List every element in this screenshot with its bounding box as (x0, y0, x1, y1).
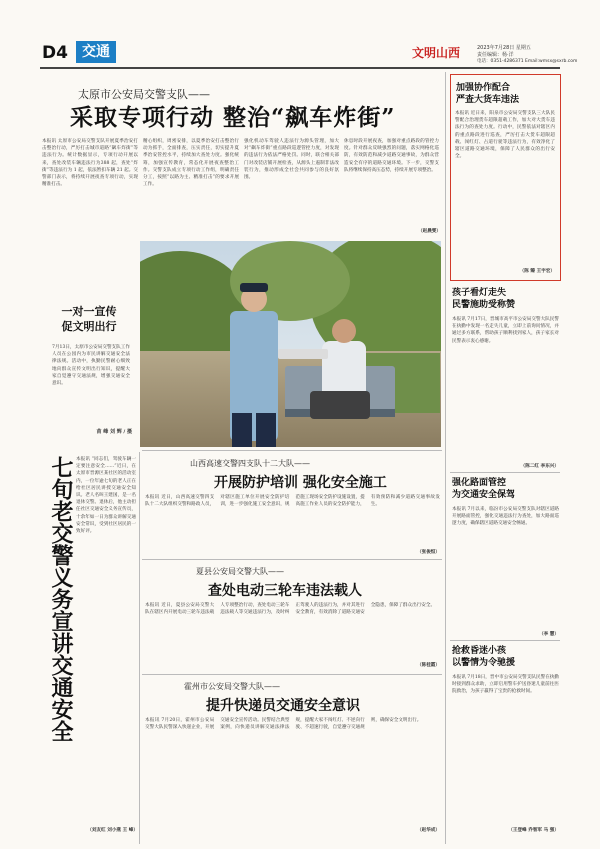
mid1-byline: （张俊恒） (417, 550, 440, 555)
lead-title: 采取专项行动 整治“飙车炸街” (70, 104, 396, 131)
vertical-title: 七旬老交警义务宣讲交通安全 (48, 456, 74, 742)
right1-body: 本报讯 近日来，阳泉市公安局交警支队三大队民警配合治理货车超限超载工作，加大对大货车违法行为的查处力度。行动中，民警依法对辖区内的重点路段进行巡查，严厉打击大货车超限超载、闯红灯、占道行驶等违法行为，有效净化了辖区道路交通环境，保障了人民群众的出行安全。 (455, 111, 555, 160)
phone-line: 电话：0351-4286371 Email:wmsx@sxrb.com (477, 59, 578, 64)
photo-illustration (140, 241, 441, 447)
date-line: 2023年7月28日 星期五 (477, 45, 531, 51)
right4-byline: （王登峰 乔智军 马 强） (508, 828, 559, 833)
mid2-title: 查处电动三轮车违法载人 (208, 583, 362, 599)
mid1-title: 开展防护培训 强化安全施工 (214, 475, 387, 491)
section-badge: 交通 (76, 41, 116, 63)
right3-body: 本报讯 7月以来，临汾市公安局交警支队对辖区道路开展路面管控，强化交通违法行为查处，加大路面巡逻力度，确保辖区道路交通安全畅通。 (452, 507, 559, 527)
lead-col-3: 强化机动车驾驶人违法行为源头管理，加大对“飙车炸街”重点路段巡逻管控力度，对发现的违法行为依法严格处罚。同时，联合相关部门对改装店铺开展检查，从源头上遏制非法改装行为，推动形成全社会共同参与的良好氛围。 (244, 139, 339, 181)
vertical-body: 本报讯 “同志们，驾驶车辆一定要注意安全……”近日，在太原市晋源区某社区的活动室内，一位年逾七旬的老人正在给社区居民讲授交通安全知识。老人名叫王建国，是一名退休交警。退休后，他主动担任社区交通安全义务宣传员，十余年如一日为群众讲解交通安全常识，受到社区居民的一致好评。 (76, 457, 136, 535)
right1-byline: （陈 臻 王宇宏） (519, 269, 555, 274)
lead-col-2: 精心组织，周密安排，以夏季治安打击整治行动为抓手，全面排查，压实责任，切实提升夏季治安管控水平，持续加大查处力度。强化统筹，加强宣传教育，常态化开展夜查整治工作。交警支队成立专项行动工作组，明确责任分工，按照“以路为主、精准打击”的要求开展工作。 (143, 139, 239, 188)
right2-byline: （陈二红 李东兴） (520, 464, 559, 469)
mid2-byline: （陈桂霞） (417, 663, 440, 668)
mid3-body: 本报讯 7月20日，霍州市公安局交警大队民警深入快递企业，开展交通安全宣传活动。民警结合典型案例，向快递员讲解交通法律法规，提醒大家不闯红灯、不逆向行驶、不超速行驶，自觉遵守交通规则，确保安全文明出行。 (145, 718, 422, 731)
photo-caption-title: 一对一宣传 促文明出行 (61, 305, 117, 333)
photo-caption-box (42, 240, 136, 446)
right3-title: 强化路面管控 为交通安全保驾 (452, 478, 516, 500)
right-column-divider (445, 72, 446, 844)
photo-caption-body: 7月13日，太原市公安局交警支队工作人员在公园内为市民讲解交通安全法律法规。活动中，执勤民警耐心细致地向群众宣传文明出行知识，提醒大家自觉遵守交通法规，增强交通安全意识。 (52, 345, 130, 387)
right2-title: 孩子看灯走失 民警施助受称赞 (452, 288, 516, 310)
mid2-kicker: 夏县公安局交警大队—— (196, 567, 284, 576)
mid3-rule (142, 674, 442, 675)
mid3-byline: （赵华成） (417, 828, 440, 833)
editor-line: 责任编辑：杨·洋 (477, 52, 514, 58)
right3-byline: （李 慧） (539, 632, 559, 637)
mid1-kicker: 山西高速交警四支队十二大队—— (190, 459, 310, 468)
lead-col-1: 本报讯 太原市公安局交警支队开展夏季治安打击整治行动，严厉打击城市道路“飙车炸街”等违法行为。统计数据显示，专项行动开展以来，查处改装车辆违法行为388 起，查处“炸街”等违法行为 1 起，依法暂扣车辆 21 起。交警部门表示，将持续开展夜查专项行动，实现精准打击。 (42, 139, 138, 188)
lead-byline: （赵晨雯） (418, 229, 441, 234)
right2-rule (450, 472, 560, 473)
vertical-divider (139, 452, 140, 844)
mid2-rule (142, 559, 442, 560)
mid3-kicker: 霍州市公安局交警大队—— (184, 682, 280, 691)
photo-credit: 苗 峰 刘 辉 / 摄 (96, 429, 132, 435)
mid2-body: 本报讯 近日，夏县公安局交警大队在辖区内开展电动三轮车违法载人专项整治行动，查处电动三轮车违法载人等交通违法行为，及时纠正驾驶人的违法行为，并对其进行安全教育，有效消除了道路交通安全隐患，保障了群众出行安全。 (145, 603, 436, 616)
vertical-byline: （刘友红 刘小燕 王 峰） (87, 828, 138, 833)
header-rule (40, 67, 560, 69)
lead-col-4: 休息时段开展夜查，加强对重点路段的管控力度。针对群众反映强烈的问题，落实网格化巡防，有效防范和减少道路交通事故，为群众营造安全有序的道路交通环境。下一步，交警支队将继续保持高压态势，持续开展专项整治。 (344, 139, 439, 173)
right4-body: 本报讯 7月18日，晋中市公安局交警支队民警在执勤时接到群众求助，立即启用警车护送昏迷儿童前往医院救治，为孩子赢得了宝贵的抢救时间。 (452, 675, 559, 695)
right4-title: 抢救昏迷小孩 以警情为令驰援 (452, 646, 516, 668)
lead-kicker: 太原市公安局交警支队—— (78, 88, 210, 101)
mid1-body: 本报讯 近日，山西高速交警四支队十二大队组织交警和路政人员，对辖区施工单位开展安全防护培训，进一步强化施工安全意识，规范施工现场安全防护设施设置，提高施工作业人员的安全防护能力，有效预防和减少道路交通事故发生。 (145, 495, 440, 508)
brand-logo: 文明山西 (412, 46, 461, 60)
right3-rule (450, 640, 560, 641)
right2-body: 本报讯 7月17日，晋城市高平市公安局交警大队民警在执勤中发现一名走失儿童，立即上前询问情况，并通过多方联系，帮助孩子顺利找到家人，孩子家长对民警表示衷心感谢。 (452, 317, 559, 344)
mid3-title: 提升快递员交通安全意识 (206, 698, 360, 714)
news-photo (140, 241, 441, 447)
right1-title: 加强协作配合 严查大货车违法 (456, 83, 520, 105)
page-number: D4 (42, 43, 68, 63)
mid1-rule (142, 450, 442, 451)
